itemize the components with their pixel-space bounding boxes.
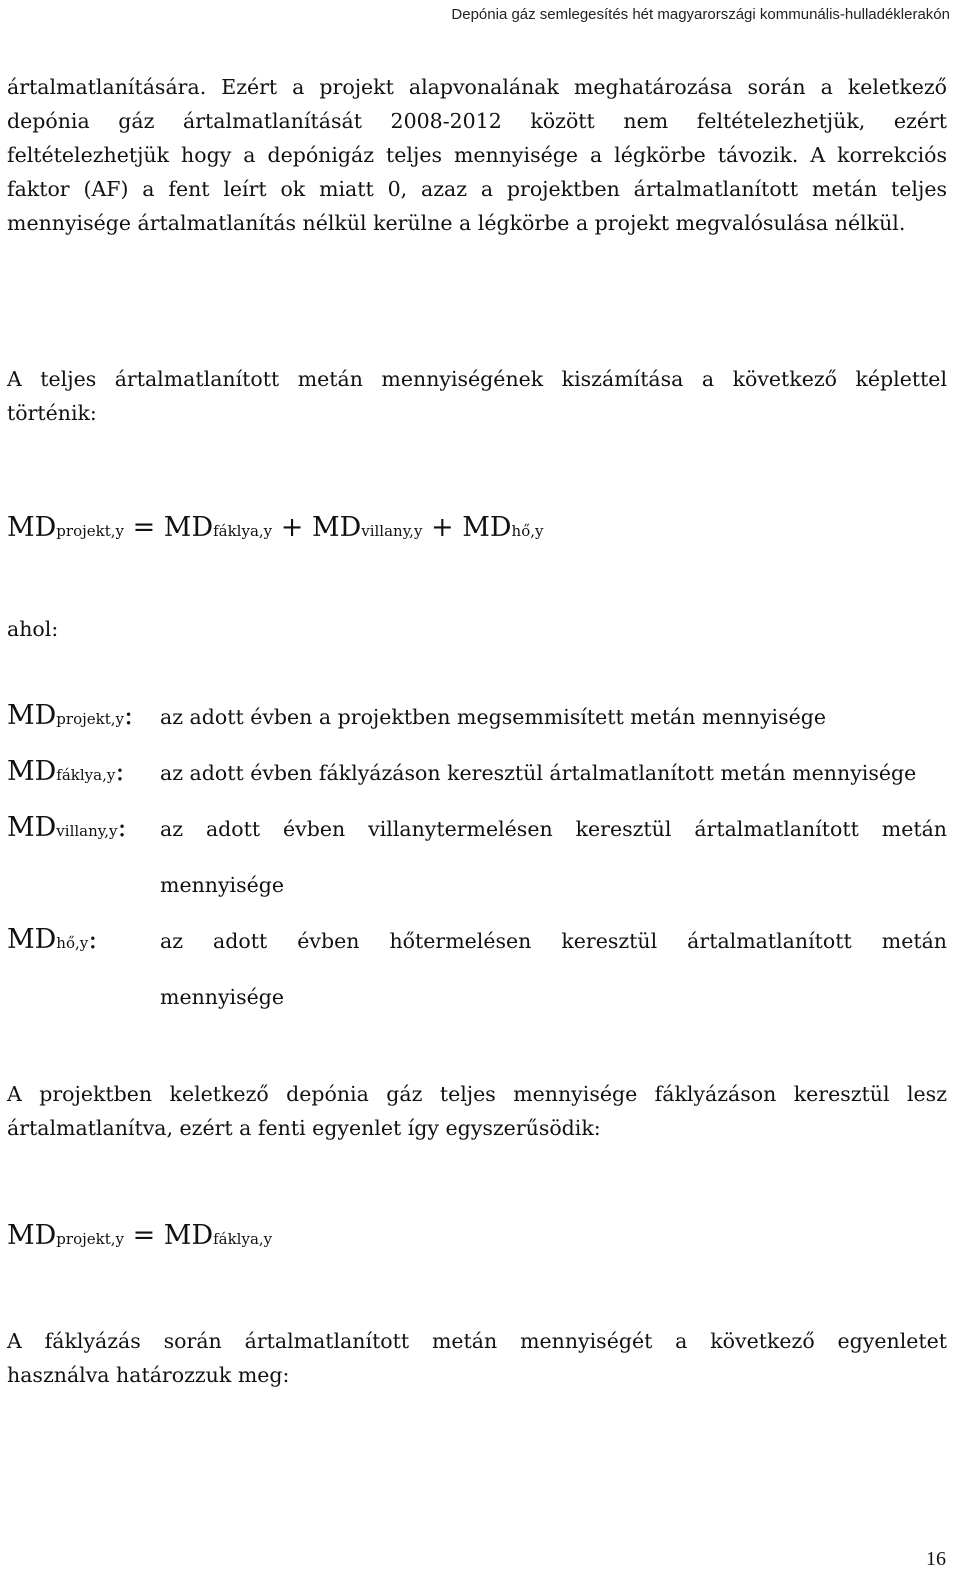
paragraph-line: ártalmatlanítva, ezért a fenti egyenlet így egyszerűsödik: [7, 1116, 601, 1140]
formula-subscript: hő,y [511, 522, 544, 540]
formula-term: MD [311, 512, 362, 543]
definition-item [7, 812, 947, 924]
paragraph-line: történik: [7, 401, 97, 425]
paragraph-intro [7, 70, 947, 240]
definition-item [7, 924, 947, 1036]
formula-total [7, 512, 543, 543]
paragraph-line: ártalmatlanítására. Ezért a projekt alapvonalának meghatározása során a keletkező [7, 75, 947, 99]
formula-simplified [7, 1220, 272, 1251]
running-header: Depónia gáz semlegesítés hét magyarországi kommunális-hulladéklerakón [451, 6, 950, 23]
formula-subscript: fáklya,y [213, 522, 273, 540]
page-number: 16 [926, 1548, 946, 1570]
formula-operator: + [272, 512, 312, 543]
formula-term: MD [163, 512, 214, 543]
paragraph-flaring [7, 1324, 947, 1392]
formula-operator: = [124, 1220, 164, 1251]
paragraph-line: depónia gáz ártalmatlanítását 2008-2012 között nem feltételezhetjük, ezért [7, 109, 947, 133]
definition-list [7, 700, 947, 1036]
definition-description: az adott évben villanytermelésen keresztül ártalmatlanított metán mennyisége [160, 817, 947, 897]
definition-description: az adott évben hőtermelésen keresztül ártalmatlanított metán mennyisége [160, 929, 947, 1009]
definition-term: MDhő,y: [7, 924, 98, 955]
where-label-block [7, 612, 947, 646]
definition-term: MDfáklya,y: [7, 756, 125, 787]
paragraph-simplification [7, 1077, 947, 1145]
formula-operator: = [124, 512, 164, 543]
where-label: ahol: [7, 617, 59, 641]
formula-subscript: fáklya,y [213, 1230, 273, 1248]
paragraph-calculation [7, 362, 947, 430]
formula-subscript: projekt,y [56, 1230, 124, 1248]
definition-description: az adott évben a projektben megsemmisített metán mennyisége [160, 705, 827, 729]
definition-term: MDvillany,y: [7, 812, 127, 843]
paragraph-line: mennyisége ártalmatlanítás nélkül kerülne a légkörbe a projekt megvalósulása nélkül. [7, 211, 906, 235]
formula-subscript: villany,y [361, 522, 423, 540]
formula-term: MD [462, 512, 512, 543]
paragraph-line: használva határozzuk meg: [7, 1363, 290, 1387]
formula-term: MD [7, 512, 57, 543]
paragraph-line: faktor (AF) a fent leírt ok miatt 0, azaz a projektben ártalmatlanított metán teljes [7, 177, 947, 201]
formula-term: MD [163, 1220, 214, 1251]
formula-term: MD [7, 1220, 57, 1251]
paragraph-line: feltételezhetjük hogy a depónigáz teljes mennyisége a légkörbe távozik. A korrekciós [7, 143, 947, 167]
formula-operator: + [422, 512, 463, 543]
paragraph-line: A teljes ártalmatlanított metán mennyiségének kiszámítása a következő képlettel [7, 367, 947, 391]
definition-description: az adott évben fáklyázáson keresztül ártalmatlanított metán mennyisége [160, 761, 917, 785]
definition-term: MDprojekt,y: [7, 700, 134, 731]
paragraph-line: A projektben keletkező depónia gáz teljes mennyisége fáklyázáson keresztül lesz [7, 1082, 947, 1106]
paragraph-line: A fáklyázás során ártalmatlanított metán mennyiségét a következő egyenletet [7, 1329, 947, 1353]
formula-subscript: projekt,y [56, 522, 124, 540]
